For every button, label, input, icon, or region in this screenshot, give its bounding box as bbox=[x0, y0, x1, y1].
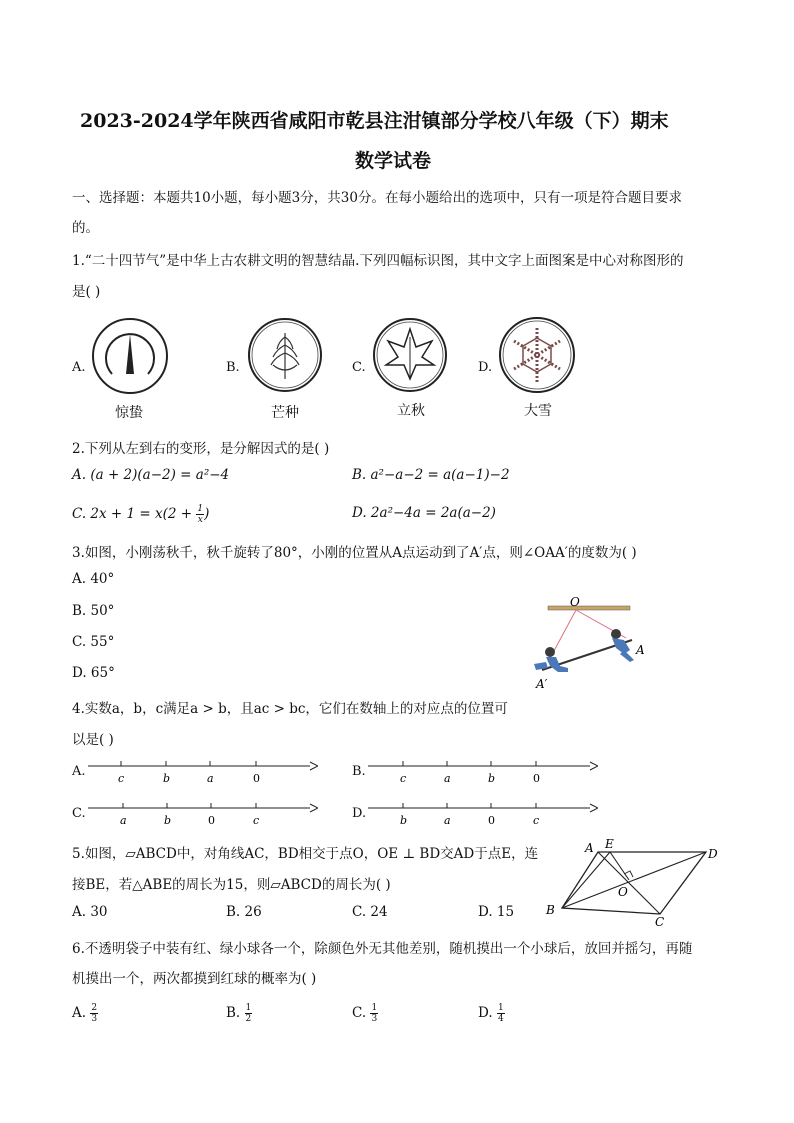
swing-figure bbox=[520, 590, 660, 690]
q1-caption-b: 芒种 bbox=[271, 405, 299, 421]
q6-stem-cont: 机摸出一个，两次都摸到红球的概率为( ) bbox=[72, 971, 317, 987]
swing-label-a: A bbox=[636, 643, 645, 657]
q6-option-b-label: B. bbox=[226, 1005, 241, 1021]
q5-stem: 5.如图，▱ABCD中，对角线AC，BD相交于点O，OE ⊥ BD交AD于点E，连 bbox=[72, 846, 539, 862]
q6-option-a-fraction bbox=[90, 1003, 98, 1024]
q3-stem: 3.如图，小刚荡秋千，秋千旋转了80°，小刚的位置从A点运动到了A′点，则∠OAA′的度数为( ) bbox=[72, 545, 637, 561]
tick-label: 0 bbox=[208, 814, 215, 827]
q2-option-b: B. a²−a−2 = a(a−1)−2 bbox=[352, 467, 510, 483]
diagonal-ac bbox=[598, 852, 660, 914]
tick-label: 0 bbox=[533, 772, 540, 785]
q2-fraction-den: x bbox=[197, 515, 203, 525]
q6-option-a-label: A. bbox=[72, 1005, 87, 1021]
q5-stem-cont: 接BE，若△ABE的周长为15，则▱ABCD的周长为( ) bbox=[72, 877, 391, 893]
tick-label: b bbox=[163, 772, 171, 785]
q6-option-d bbox=[478, 1003, 505, 1024]
tick-label: b bbox=[488, 772, 496, 785]
q5-option-b: B. 26 bbox=[226, 904, 262, 920]
q4-option-c-label: C. bbox=[72, 806, 86, 821]
q5-option-d: D. 15 bbox=[478, 904, 515, 920]
diagonal-bd bbox=[562, 852, 706, 908]
q2-option-c-close: ) bbox=[204, 506, 210, 522]
vertex-label-e: E bbox=[605, 837, 614, 851]
tick-label: c bbox=[253, 814, 260, 827]
q6-option-c-fraction bbox=[370, 1003, 378, 1024]
fraction-den: 4 bbox=[497, 1014, 504, 1024]
tick-label: 0 bbox=[253, 772, 260, 785]
q6-option-d-label: D. bbox=[478, 1005, 493, 1021]
q3-option-b: B. 50° bbox=[72, 603, 115, 619]
q1-option-a-label: A. bbox=[72, 360, 86, 375]
q6-option-b-fraction bbox=[245, 1003, 253, 1024]
tick-label: a bbox=[120, 814, 127, 827]
q2-stem: 2.下列从左到右的变形，是分解因式的是( ) bbox=[72, 441, 330, 457]
tick-label: c bbox=[533, 814, 540, 827]
section1-heading-cont: 的。 bbox=[72, 220, 99, 236]
q5-option-a: A. 30 bbox=[72, 904, 108, 920]
tick-label: a bbox=[444, 814, 451, 827]
number-line-d bbox=[368, 800, 598, 830]
q2-option-c bbox=[72, 504, 209, 525]
q4-option-d-label: D. bbox=[352, 806, 367, 821]
segment-be bbox=[562, 852, 610, 908]
q4-stem-cont: 以是( ) bbox=[72, 732, 114, 748]
liqiu-emblem-icon bbox=[372, 317, 448, 393]
q3-option-d: D. 65° bbox=[72, 665, 115, 681]
number-line-b bbox=[368, 758, 598, 788]
mangzhong-emblem-icon bbox=[247, 317, 323, 393]
boy-figure-left bbox=[534, 647, 568, 672]
tick-label: c bbox=[400, 772, 407, 785]
paper-title-line1: 2023-2024学年陕西省咸阳市乾县注泔镇部分学校八年级（下）期末 bbox=[80, 110, 669, 132]
q5-option-c: C. 24 bbox=[352, 904, 388, 920]
fraction-num: 2 bbox=[91, 1003, 98, 1013]
q2-fraction bbox=[196, 504, 204, 525]
tick-label: b bbox=[164, 814, 172, 827]
fraction-den: 2 bbox=[245, 1014, 252, 1024]
tick-label: a bbox=[207, 772, 214, 785]
q1-caption-d: 大雪 bbox=[524, 403, 552, 419]
number-line-a bbox=[88, 758, 318, 788]
daxue-emblem-icon bbox=[498, 316, 576, 394]
q1-stem: 1.“二十四节气”是中华上古农耕文明的智慧结晶.下列四幅标识图，其中文字上面图案是中心对称图形的 bbox=[72, 253, 684, 269]
q1-stem-cont: 是( ) bbox=[72, 284, 101, 300]
vertex-label-b: B bbox=[546, 903, 555, 917]
fraction-num: 1 bbox=[497, 1003, 504, 1013]
number-line-c bbox=[88, 800, 318, 830]
jingzhe-emblem-icon bbox=[90, 316, 170, 396]
segment-oe bbox=[610, 852, 629, 880]
q4-stem: 4.实数a，b，c满足a > b，且ac > bc，它们在数轴上的对应点的位置可 bbox=[72, 701, 508, 717]
vertex-label-o: O bbox=[618, 885, 628, 899]
q1-caption-c: 立秋 bbox=[397, 403, 425, 419]
fraction-den: 3 bbox=[91, 1014, 98, 1024]
vertex-label-a: A bbox=[585, 841, 594, 855]
paper-title-line2: 数学试卷 bbox=[355, 150, 432, 172]
q3-option-c: C. 55° bbox=[72, 634, 115, 650]
section1-heading: 一、选择题：本题共10小题，每小题3分，共30分。在每小题给出的选项中，只有一项是符合题目要求 bbox=[72, 190, 682, 206]
q6-option-d-fraction bbox=[497, 1003, 505, 1024]
q1-caption-a: 惊蛰 bbox=[115, 405, 143, 421]
q4-option-b-label: B. bbox=[352, 764, 366, 779]
fraction-den: 3 bbox=[371, 1014, 378, 1024]
parallelogram-figure bbox=[540, 836, 730, 928]
swing-label-a-prime: A′ bbox=[536, 677, 548, 690]
q6-option-c-label: C. bbox=[352, 1005, 367, 1021]
tick-label: b bbox=[400, 814, 408, 827]
tick-label: a bbox=[444, 772, 451, 785]
vertex-label-c: C bbox=[655, 915, 665, 928]
tick-label: c bbox=[118, 772, 125, 785]
vertex-label-d: D bbox=[708, 847, 718, 861]
q1-option-c-label: C. bbox=[352, 360, 366, 375]
q1-option-d-label: D. bbox=[478, 360, 493, 375]
tick-label: 0 bbox=[488, 814, 495, 827]
swing-label-o: O bbox=[570, 595, 580, 609]
fraction-num: 1 bbox=[245, 1003, 252, 1013]
q6-option-a bbox=[72, 1003, 98, 1024]
q2-option-d: D. 2a²−4a = 2a(a−2) bbox=[352, 505, 496, 521]
q2-option-a: A. (a + 2)(a−2) = a²−4 bbox=[72, 467, 230, 483]
q2-fraction-num: 1 bbox=[197, 504, 204, 514]
q1-option-b-label: B. bbox=[226, 360, 240, 375]
q3-option-a: A. 40° bbox=[72, 571, 115, 587]
fraction-num: 1 bbox=[371, 1003, 378, 1013]
q6-stem: 6.不透明袋子中装有红、绿小球各一个，除颜色外无其他差别，随机摸出一个小球后，放回并摇匀，再随 bbox=[72, 941, 693, 957]
swing-beam bbox=[548, 606, 630, 610]
q6-option-c bbox=[352, 1003, 378, 1024]
q4-option-a-label: A. bbox=[72, 764, 86, 779]
q2-option-c-text: C. 2x + 1 = x(2 + bbox=[72, 506, 197, 522]
q6-option-b bbox=[226, 1003, 252, 1024]
